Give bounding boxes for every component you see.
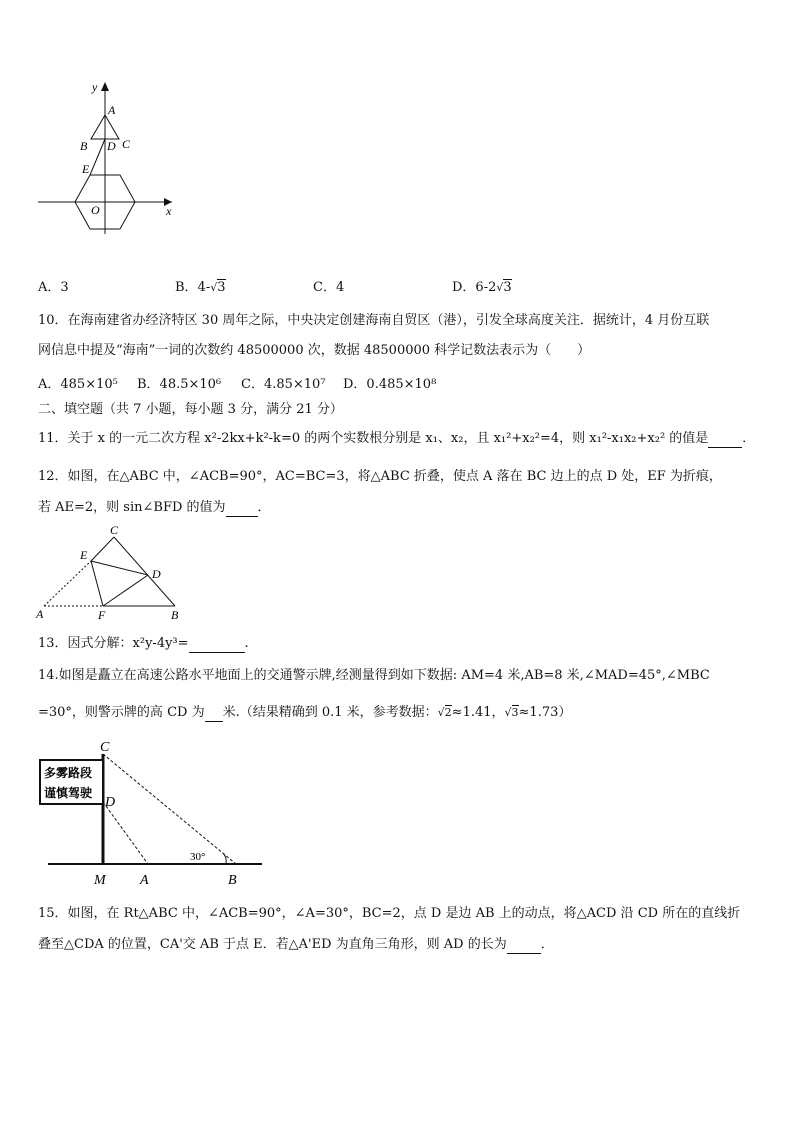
q12-line2: 若 AE=2，则 sin∠BFD 的值为 ． [38, 500, 271, 515]
q9-option-b-text: B．4- [175, 280, 211, 295]
q10-option-d: D．0.485×10⁸ [343, 377, 437, 392]
q12-line1: 12．如图，在△ABC 中，∠ACB=90°，AC=BC=3，将△ABC 折叠，使点 A 落在 BC 边上的点 D 处，EF 为折痕， [38, 469, 722, 484]
answer-blank [205, 705, 223, 722]
answer-blank [507, 937, 541, 954]
q14-value-3: ≈1.73） [518, 705, 572, 720]
q9-option-b-radicand: 3 [217, 280, 226, 295]
q10-option-c: C．4.85×10⁷ [241, 377, 326, 392]
answer-blank [189, 636, 245, 653]
q10-option-b: B．48.5×10⁶ [137, 377, 222, 392]
q14-label-b: B [228, 873, 237, 888]
q9-label-y: y [92, 80, 98, 94]
q9-option-a: A．3 [38, 280, 69, 295]
q14-radicand-2: 2 [444, 706, 452, 719]
q12-label-f: F [98, 608, 106, 622]
answer-blank [708, 431, 742, 448]
q12-label-c: C [110, 523, 119, 537]
q14-label-d: D [105, 795, 116, 810]
q12-label-a: A [36, 607, 44, 621]
q14-line1: 14.如图是矗立在高速公路水平地面上的交通警示牌,经测量得到如下数据: AM=4 米,AB=8 米,∠MAD=45°,∠MBC [38, 668, 710, 683]
sqrt-sign: √ [496, 281, 504, 294]
section-heading: 二、填空题（共 7 小题，每小题 3 分，满分 21 分） [38, 402, 343, 417]
q9-label-c: C [122, 137, 131, 151]
q14-line2 [38, 705, 571, 722]
q14-sign-line1: 多雾路段 [44, 766, 93, 780]
q12-figure [30, 522, 190, 622]
q14-value-2: ≈1.41， [451, 705, 505, 720]
sqrt-sign: √ [210, 281, 218, 294]
q14-radicand-3: 3 [511, 706, 519, 719]
q9-figure [30, 78, 190, 238]
q9-option-d [452, 276, 512, 295]
q9-label-a: A [108, 103, 116, 117]
q9-option-d-text: D．6-2 [452, 280, 497, 295]
q14-line2-a: =30°，则警示牌的高 CD 为 [38, 705, 205, 720]
q14-figure [30, 736, 270, 888]
q13-text: 13．因式分解：x²y-4y³= [38, 636, 189, 651]
q9-option-d-radicand: 3 [503, 280, 512, 295]
q9-label-d: D [107, 139, 116, 153]
q14-label-m: M [94, 873, 106, 888]
q14-label-a: A [140, 873, 149, 888]
q12-label-e: E [80, 548, 88, 562]
q12-label-d: D [152, 567, 161, 581]
q14-angle-label: 30° [190, 851, 206, 863]
q9-label-o: O [91, 203, 100, 217]
q9-label-b: B [80, 139, 88, 153]
q11: 11．关于 x 的一元二次方程 x²-2kx+k²-k=0 的两个实数根分别是 x₁、x₂，且 x₁²+x₂²=4，则 x₁²-x₁x₂+x₂² 的值是 ． [38, 431, 756, 446]
q10-line1: 10．在海南建省办经济特区 30 周年之际，中央决定创建海南自贸区（港），引发全球高度关注．据统计，4 月份互联 [38, 313, 710, 328]
q11-text: 11．关于 x 的一元二次方程 x²-2kx+k²-k=0 的两个实数根分别是 x₁、x₂，且 x₁²+x₂²=4，则 x₁²-x₁x₂+x₂² 的值是 [38, 431, 709, 446]
q9-option-c: C．4 [313, 280, 345, 295]
q15-line1: 15．如图，在 Rt△ABC 中，∠ACB=90°，∠A=30°，BC=2，点 D 是边 AB 上的动点，将△ACD 沿 CD 所在的直线折 [38, 906, 741, 921]
q14-line2-b: 米.（结果精确到 0.1 米，参考数据： [222, 705, 438, 720]
q10-option-a: A．485×10⁵ [38, 377, 118, 392]
q9-option-b [175, 276, 226, 295]
q10-line2: 网信息中提及“海南”一词的次数约 48500000 次，数据 48500000 科学记数法表示为（ ） [38, 343, 591, 358]
q9-label-x: x [166, 204, 172, 218]
q12-label-b: B [171, 608, 179, 622]
q15-line2: 叠至△CDA 的位置，CA'交 AB 于点 E．若△A'ED 为直角三角形，则 AD 的长为 ． [38, 937, 554, 952]
q9-label-e: E [82, 162, 90, 176]
q13: 13．因式分解：x²y-4y³= . [38, 636, 249, 651]
answer-blank [226, 500, 258, 517]
q14-sign-line2: 谨慎驾驶 [44, 786, 93, 800]
sqrt-sign: √ [437, 706, 445, 719]
q15-line2-text: 叠至△CDA 的位置，CA'交 AB 于点 E．若△A'ED 为直角三角形，则 AD 的长为 [38, 937, 507, 952]
sqrt-sign: √ [504, 706, 512, 719]
q12-line2-text: 若 AE=2，则 sin∠BFD 的值为 [38, 500, 226, 515]
q14-label-c: C [100, 740, 110, 755]
